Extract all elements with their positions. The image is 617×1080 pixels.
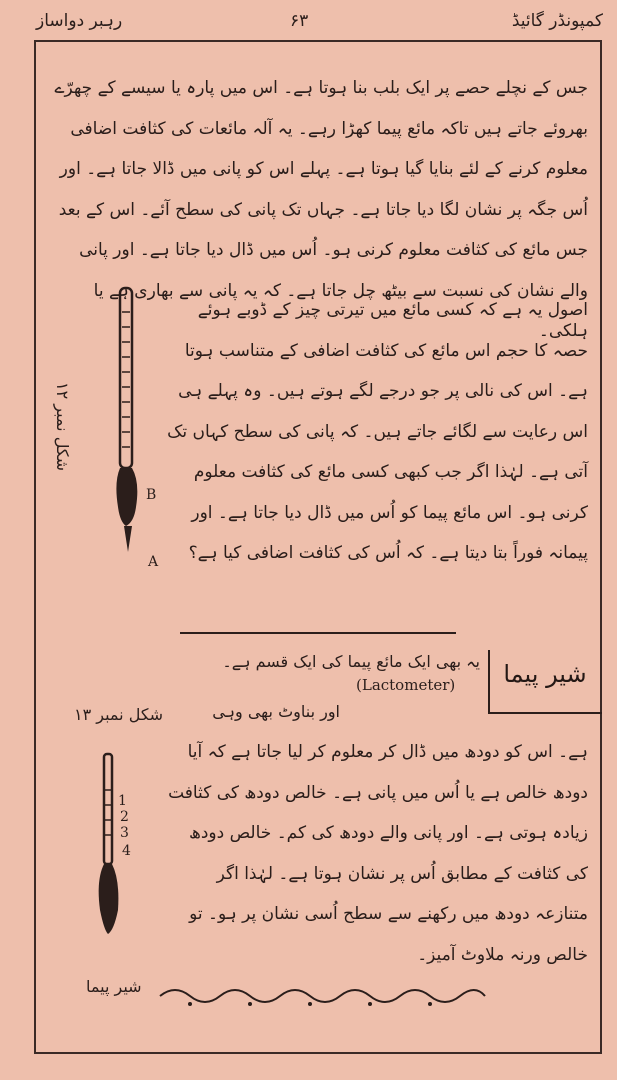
section-english-term: (Lactometer) xyxy=(356,676,456,694)
figure-13-caption: شکل نمبر ۱۳ xyxy=(74,705,164,724)
body-paragraph-1: جس کے نچلے حصے پر ایک بلب بنا ہوتا ہے۔ اس میں پارہ یا سیسے کے چھرّے بھروئے جاتے ہیں تاکہ مائع پیما کھڑا رہے۔ یہ آلہ مائعات کی کثافت اضافی معلوم کرنے کے لئے بنایا گیا ہوتا ہے۔ پہلے اس کو پانی میں ڈالا جاتا ہے۔ اور اُس جگہ پر نشان لگا دیا جاتا ہے۔ جہاں تک پانی کی سطح آئے۔ اس کے بعد جس مائع کی کثافت معلوم کرنی ہو۔ اُس میں ڈال دیا جاتا ہے۔ اور پانی والے نشان کی نسبت سے بیٹھ چل جاتا ہے۔ کہ یہ پانی سے بھاری ہے یا ہلکی۔ xyxy=(54,78,588,341)
section-intro-line: یہ بھی ایک مائع پیما کی ایک قسم ہے۔ xyxy=(222,652,480,671)
hydrometer-illustration xyxy=(104,282,164,572)
figure-label-b: B xyxy=(146,487,157,503)
figure-label-a: A xyxy=(148,554,159,570)
section-title: شیر پیما xyxy=(503,660,587,688)
body-paragraph-3: ہے۔ اس کو دودھ میں ڈال کر معلوم کر لیا جاتا ہے کہ آیا دودھ خالص ہے یا اُس میں پانی ہے۔ خالص دودھ کی کثافت زیادہ ہوتی ہے۔ اور پانی والے دودھ کی کم۔ خالص دودھ کی کثافت کے مطابق اُس پر نشان ہوتا ہے۔ لہٰذا اگر متنازعہ دودھ میں رکھنے سے سطح اُسی نشان پر ہو۔ تو خالص ورنہ ملاوٹ آمیز۔ xyxy=(168,742,588,965)
running-header-left: رہبر دواساز xyxy=(36,11,123,31)
lactometer-illustration xyxy=(90,750,140,950)
figure-12-caption: شکل نمبر ۱۲ xyxy=(53,382,72,472)
body-paragraph-2: اصول یہ ہے کہ کسی مائع میں تیرتی چیز کے ڈوبے ہوئے حصہ کا حجم اس مائع کی کثافت اضافی کے متناسب ہوتا ہے۔ اس کی نالی پر جو درجے لگے ہوتے ہیں۔ وہ پہلے ہی اس رعایت سے لگائے جاتے ہیں۔ کہ پانی کی سطح کہاں تک آتی ہے۔ لہٰذا اگر جب کبھی کسی مائع کی کثافت معلوم کرنی ہو۔ اس مائع پیما کو اُس میں ڈال دیا جاتا ہے۔ اور پیمانہ فوراً بتا دیتا ہے۔ کہ اُس کی کثافت اضافی کیا ہے؟ xyxy=(167,300,588,563)
running-header-right: کمپونڈر گائیڈ xyxy=(511,11,603,31)
section-divider xyxy=(180,632,456,634)
lactometer-mark-3: 3 xyxy=(120,825,129,841)
lactometer-mark-4: 4 xyxy=(122,843,131,859)
page-number: ۶۳ xyxy=(290,11,309,31)
lactometer-mark-1: 1 xyxy=(118,793,127,809)
lactometer-caption: شیر پیما xyxy=(86,977,142,996)
lactometer-mark-2: 2 xyxy=(120,809,129,825)
decorative-ornament xyxy=(150,980,490,1010)
section-intro-line-2: اور بناوٹ بھی وہی xyxy=(212,702,340,721)
